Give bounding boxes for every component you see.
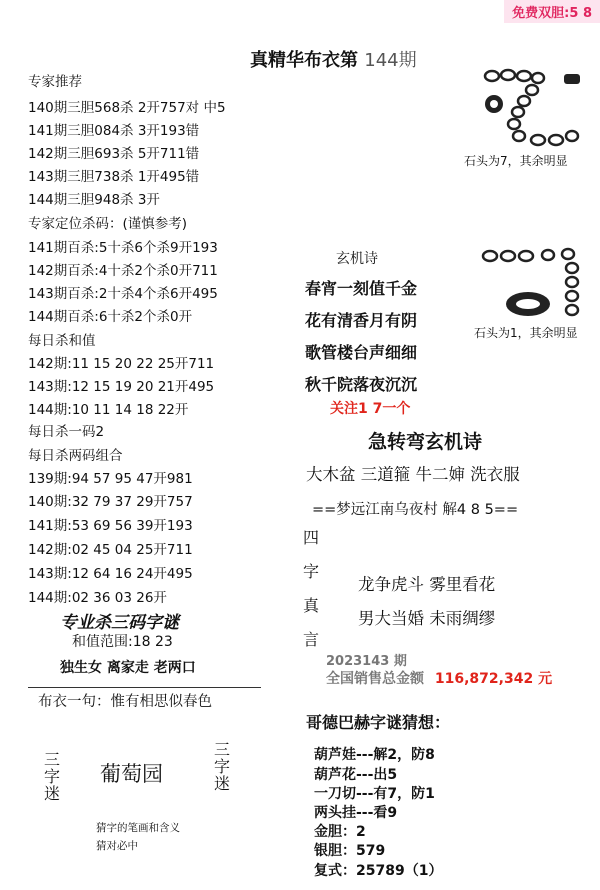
pick-line: 141期三胆084杀 3开193错: [28, 123, 200, 139]
two-kill-line: 140期:32 79 37 29开757: [28, 494, 193, 510]
kill-line: 143期百杀:2十杀4个杀6开495: [28, 286, 218, 302]
puzzle-note: 猜对必中: [96, 840, 138, 852]
two-kill-line: 139期:94 57 95 47开981: [28, 471, 193, 487]
goldbach-line: 一刀切---有7，防1: [314, 786, 435, 802]
vertical-label-left: 三字迷: [44, 750, 61, 803]
sales-amount: 116,872,342: [434, 671, 534, 687]
buyi-line: 布衣一句：惟有相思似春色: [38, 694, 212, 710]
title-issue: 144期: [364, 50, 417, 71]
sum-line: 142期:11 15 20 22 25开711: [28, 356, 215, 372]
poem-line: 秋千院落夜沉沉: [305, 375, 418, 394]
vertical-label-right: 三字迷: [214, 740, 231, 793]
sum-line: 144期:10 11 14 18 22开: [28, 402, 189, 418]
sales-label: 全国销售总金额: [326, 671, 424, 687]
kill-line: 141期百杀:5十杀6个杀9开193: [28, 240, 218, 256]
poem-line: 花有清香月有阴: [305, 311, 418, 330]
expert-header: 专家推荐: [28, 74, 82, 90]
goldbach-line: 葫芦娃---解2，防8: [314, 747, 435, 763]
goldbach-line: 葫芦花---出5: [314, 767, 398, 783]
two-kill-line: 142期:02 45 04 25开711: [28, 542, 193, 558]
silver-pick: 银胆：579: [314, 843, 386, 859]
combo-pick: 复式：25789（1）: [314, 863, 443, 879]
kill-line: 144期百杀:6十杀2个杀0开: [28, 309, 193, 325]
focus-note: 关注1 7一个: [330, 401, 411, 417]
puzzle-word: 葡萄园: [100, 762, 163, 786]
image-caption: 石头为1，其余明显: [474, 326, 578, 340]
four-char-vertical-2: 字: [303, 562, 320, 581]
sum-header: 每日杀和值: [28, 333, 96, 349]
two-kill-line: 143期:12 64 16 24开495: [28, 566, 193, 582]
four-char-vertical-3: 真: [303, 596, 320, 615]
idiom-line: 男大当婚 未雨绸缪: [358, 609, 496, 628]
twist-title: 急转弯玄机诗: [368, 431, 483, 453]
stone-puzzle-image-1: [474, 66, 584, 148]
sum-line: 143期:12 15 19 20 21开495: [28, 379, 215, 395]
twist-line: 大木盆 三道箍 牛二婶 洗衣服: [306, 465, 520, 484]
free-double-badge: 免费双胆:5 8: [504, 0, 600, 23]
image-caption: 石头为7，其余明显: [464, 154, 568, 168]
poem-line: 春宵一刻值千金: [305, 279, 418, 298]
riddle-title: 专业杀三码字谜: [60, 613, 179, 633]
title-name: 真精华布衣第: [250, 50, 358, 71]
goldbach-line: 两头挂---看9: [314, 805, 398, 821]
one-kill: 每日杀一码2: [28, 424, 105, 440]
four-char-vertical-4: 言: [303, 630, 320, 649]
kill-header: 专家定位杀码：(谨慎参考): [28, 216, 188, 232]
dream-line: ==梦远江南乌夜村 解4 8 5==: [312, 502, 519, 518]
riddle-line: 独生女 离家走 老两口: [60, 660, 196, 676]
sales-unit: 元: [538, 671, 553, 687]
two-kill-header: 每日杀两码组合: [28, 448, 123, 464]
sales-row: [326, 668, 552, 688]
puzzle-note: 猜字的笔画和含义: [96, 822, 180, 834]
gold-pick: 金胆：2: [314, 824, 366, 840]
pick-line: 140期三胆568杀 2开757对 中5: [28, 100, 226, 116]
pick-line: 142期三胆693杀 5开711错: [28, 146, 200, 162]
goldbach-title: 哥德巴赫字谜猜想：: [306, 713, 451, 732]
sales-period: 2023143 期: [326, 654, 407, 669]
four-char-vertical-1: 四: [303, 528, 320, 547]
poem-line: 歌管楼台声细细: [305, 343, 418, 362]
pick-line: 144期三胆948杀 3开: [28, 192, 160, 208]
page-title: [250, 46, 417, 72]
sum-range: 和值范围:18 23: [72, 634, 173, 650]
two-kill-line: 141期:53 69 56 39开193: [28, 518, 193, 534]
kill-line: 142期百杀:4十杀2个杀0开711: [28, 263, 218, 279]
idiom-line: 龙争虎斗 雾里看花: [358, 575, 496, 594]
stone-puzzle-image-2: [480, 242, 584, 322]
two-kill-line: 144期:02 36 03 26开: [28, 590, 167, 606]
pick-line: 143期三胆738杀 1开495错: [28, 169, 200, 185]
divider: [28, 687, 261, 688]
poem-title: 玄机诗: [336, 251, 378, 267]
